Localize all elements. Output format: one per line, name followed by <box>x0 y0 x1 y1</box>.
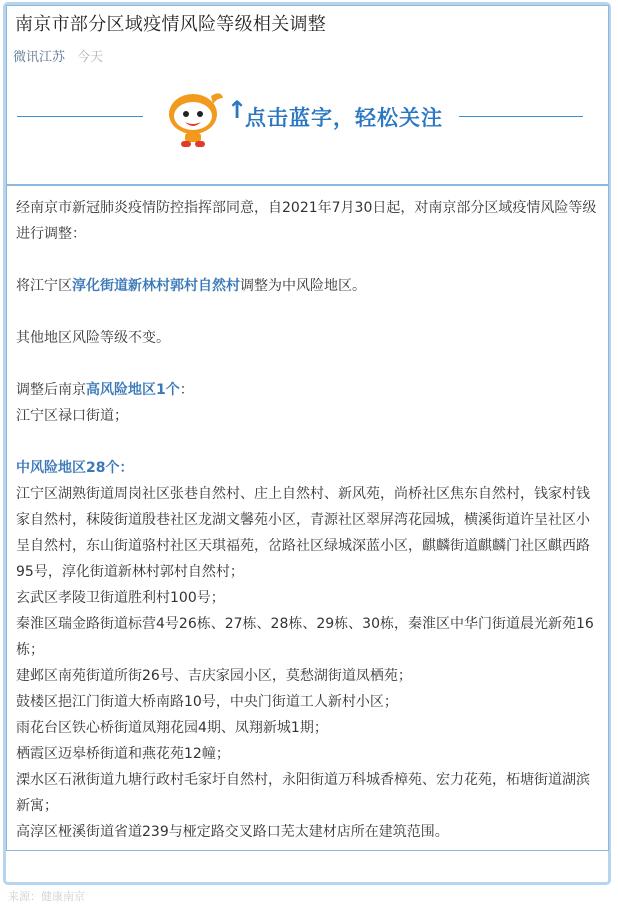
up-arrow-icon: ↑ <box>227 96 248 124</box>
medium-area-item: 溧水区石湫街道九塘行政村毛家圩自然村，永阳街道万科城香樟苑、宏力花苑，柘塘街道湖滨新寓； <box>16 772 590 814</box>
adjusted-village-highlight: 淳化街道新林村郭村自然村 <box>72 278 240 294</box>
paragraph-gap <box>16 299 602 325</box>
banner-divider-right <box>459 116 583 117</box>
intro-paragraph: 经南京市新冠肺炎疫情防控指挥部同意，自2021年7月30日起，对南京部分区域疫情风险等级进行调整： <box>16 200 597 242</box>
medium-area-item: 江宁区湖熟街道周岗社区张巷自然村、庄上自然村、新风苑，尚桥社区焦东自然村，钱家村钱家自然村，秣陵街道殷巷社区龙湖文馨苑小区，青源社区翠屏湾花园城，横溪街道许呈社区小呈自然村，东山街道骆村社区天琪福苑，岔路社区绿城深蓝小区，麒麟街道麒麟门社区麒西路95号，淳化街道新林村郭村自然村； <box>16 486 590 580</box>
article-header <box>6 5 609 185</box>
unchanged-paragraph: 其他地区风险等级不变。 <box>16 330 170 346</box>
high-risk-suffix: ： <box>179 382 194 398</box>
high-risk-prefix: 调整后南京 <box>16 382 86 398</box>
high-risk-heading <box>16 377 602 403</box>
medium-area-item: 鼓楼区挹江门街道大桥南路10号，中央门街道工人新村小区； <box>16 694 398 710</box>
high-risk-areas: 江宁区禄口街道； <box>16 408 128 424</box>
article-title: 南京市部分区域疫情风险等级相关调整 <box>15 14 327 35</box>
article-meta <box>13 46 103 65</box>
banner-divider-left <box>17 116 143 117</box>
source-footer: 来源：健康南京 <box>8 890 85 903</box>
publish-date: 今天 <box>77 50 104 65</box>
mascot-logo-icon <box>163 88 225 148</box>
medium-area-item: 栖霞区迈皋桥街道和燕花苑12幢； <box>16 746 230 762</box>
medium-area-item: 雨花台区铁心桥街道凤翔花园4期、凤翔新城1期； <box>16 720 328 736</box>
article-content <box>16 195 602 845</box>
paragraph-gap <box>16 429 602 455</box>
medium-area-item: 建邺区南苑街道所街26号、吉庆家园小区，莫愁湖街道凤栖苑； <box>16 668 412 684</box>
high-risk-count-highlight: 高风险地区1个 <box>86 382 180 398</box>
follow-cta-text: 点击蓝字，轻松关注 <box>245 106 443 130</box>
paragraph-gap <box>16 247 602 273</box>
medium-area-item: 高淳区桠溪街道省道239与桠定路交叉路口芜太建材店所在建筑范围。 <box>16 824 449 840</box>
adjustment-paragraph <box>16 273 602 299</box>
follow-banner[interactable] <box>13 88 583 148</box>
account-name-link[interactable]: 微讯江苏 <box>13 50 66 65</box>
adjustment-prefix: 将江宁区 <box>16 278 72 294</box>
paragraph-gap <box>16 351 602 377</box>
medium-risk-heading: 中风险地区28个： <box>16 460 134 476</box>
medium-area-item: 秦淮区瑞金路街道标营4号26栋、27栋、28栋、29栋、30栋，秦淮区中华门街道晨光新苑16栋； <box>16 616 594 658</box>
adjustment-suffix: 调整为中风险地区。 <box>240 278 366 294</box>
article-body <box>6 185 609 851</box>
medium-area-item: 玄武区孝陵卫街道胜利村100号； <box>16 590 225 606</box>
